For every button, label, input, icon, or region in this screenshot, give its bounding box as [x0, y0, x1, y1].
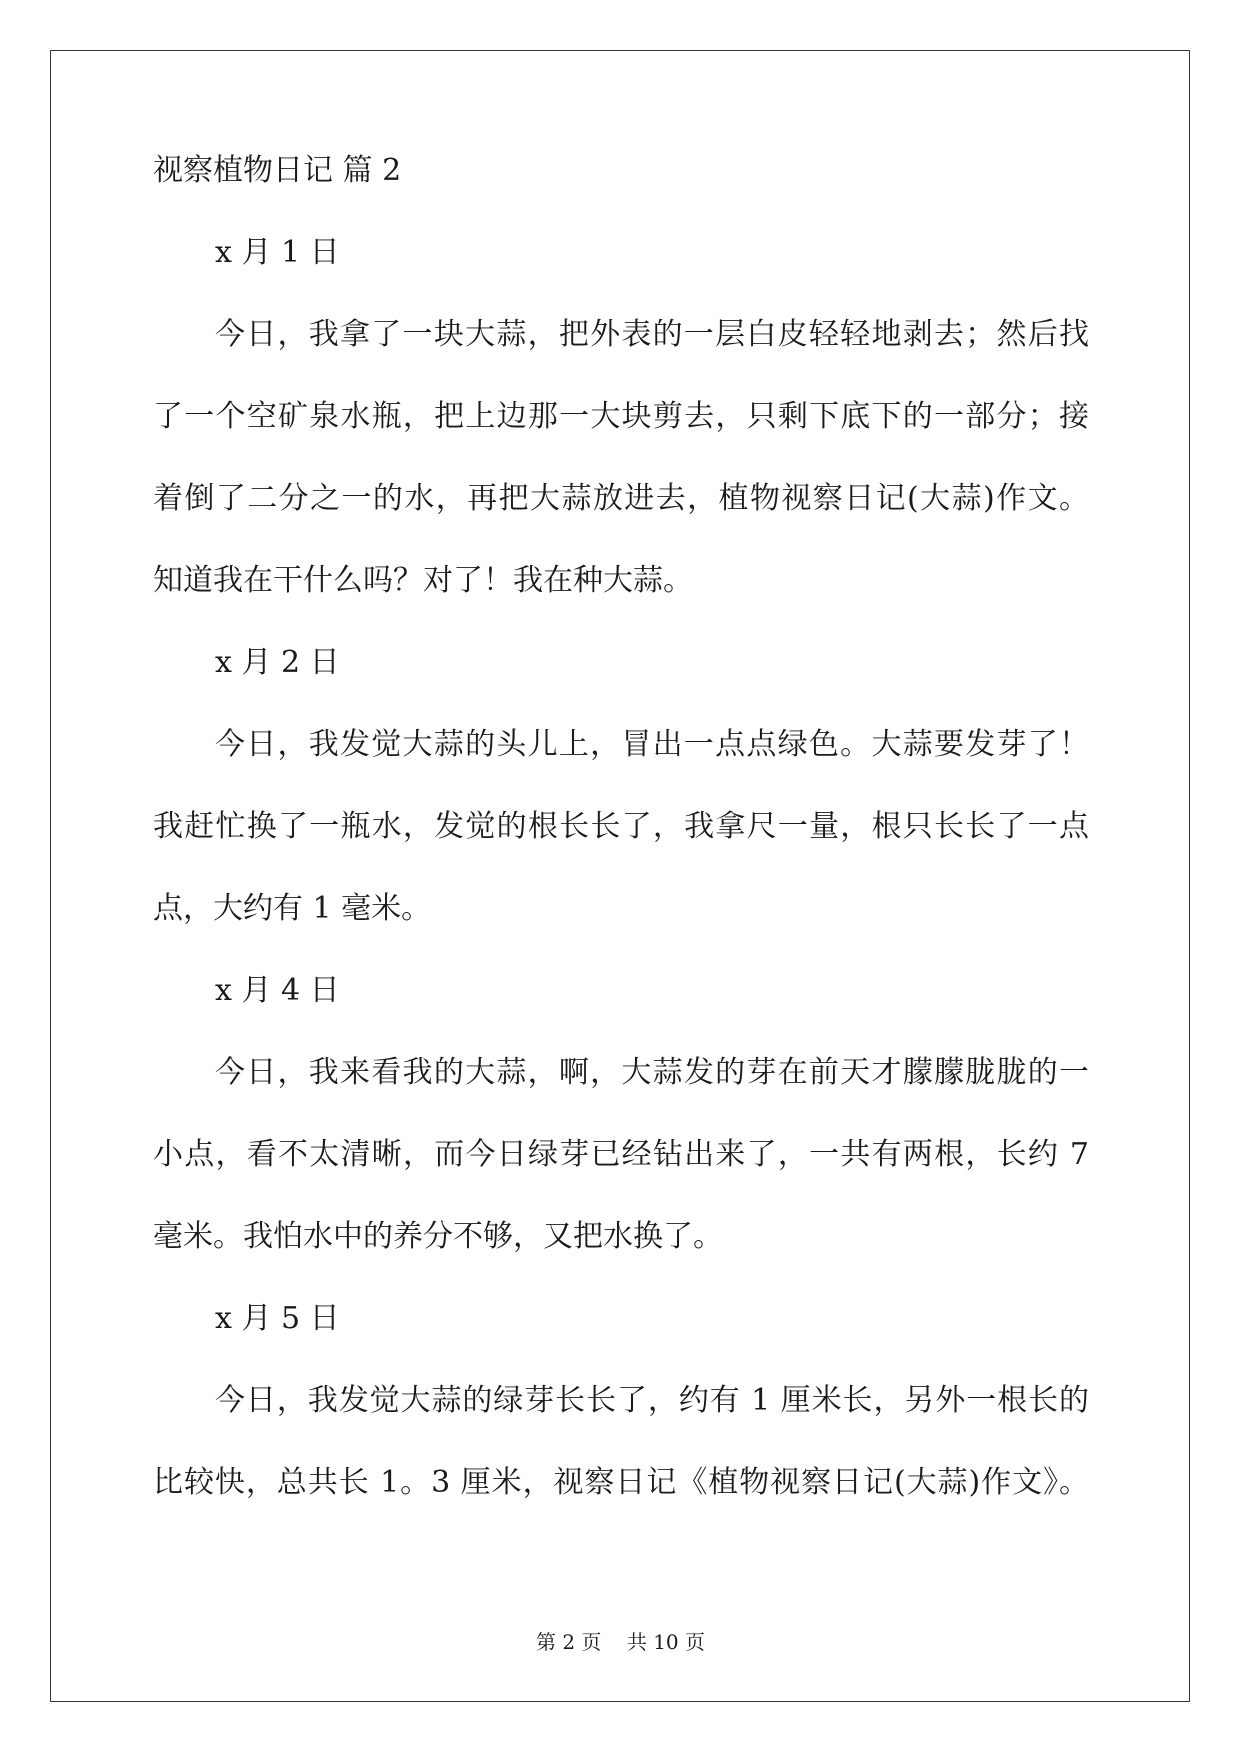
entry-paragraph [153, 319, 1089, 597]
paragraph-line: 着倒了二分之一的水，再把大蒜放进去，植物视察日记(大蒜)作文。 [153, 481, 1089, 516]
document-body [153, 155, 1089, 1549]
entry-date: x 月 5 日 [215, 1301, 340, 1336]
entry-date: x 月 4 日 [215, 973, 340, 1008]
paragraph-line: 我赶忙换了一瓶水，发觉的根长长了，我拿尺一量，根只长长了一点 [153, 809, 1089, 844]
paragraph-line: 今日，我来看我的大蒜，啊，大蒜发的芽在前天才朦朦胧胧的一 [215, 1055, 1089, 1090]
document-title: 视察植物日记 篇 2 [153, 153, 402, 188]
paragraph-line: 知道我在干什么吗？对了！我在种大蒜。 [153, 563, 693, 598]
paragraph-line: 了一个空矿泉水瓶，把上边那一大块剪去，只剩下底下的一部分；接 [153, 399, 1089, 434]
entry-date: x 月 2 日 [215, 645, 340, 680]
paragraph-line: 今日，我拿了一块大蒜，把外表的一层白皮轻轻地剥去；然后找 [215, 317, 1089, 352]
paragraph-line: 毫米。我怕水中的养分不够，又把水换了。 [153, 1219, 723, 1254]
entry-paragraph [153, 1385, 1089, 1499]
paragraph-line: 比较快，总共长 1。3 厘米，视察日记《植物视察日记(大蒜)作文》。 [153, 1465, 1089, 1500]
paragraph-line: 小点，看不太清晰，而今日绿芽已经钻出来了，一共有两根，长约 7 [153, 1137, 1089, 1172]
paragraph-line: 点，大约有 1 毫米。 [153, 891, 432, 926]
entry-paragraph [153, 729, 1089, 925]
page-footer: 第 2 页 共 10 页 [535, 1630, 706, 1654]
entry-paragraph [153, 1057, 1089, 1253]
paragraph-line: 今日，我发觉大蒜的头儿上，冒出一点点绿色。大蒜要发芽了！ [215, 727, 1089, 762]
entry-date: x 月 1 日 [215, 235, 340, 270]
paragraph-line: 今日，我发觉大蒜的绿芽长长了，约有 1 厘米长，另外一根长的 [215, 1383, 1089, 1418]
